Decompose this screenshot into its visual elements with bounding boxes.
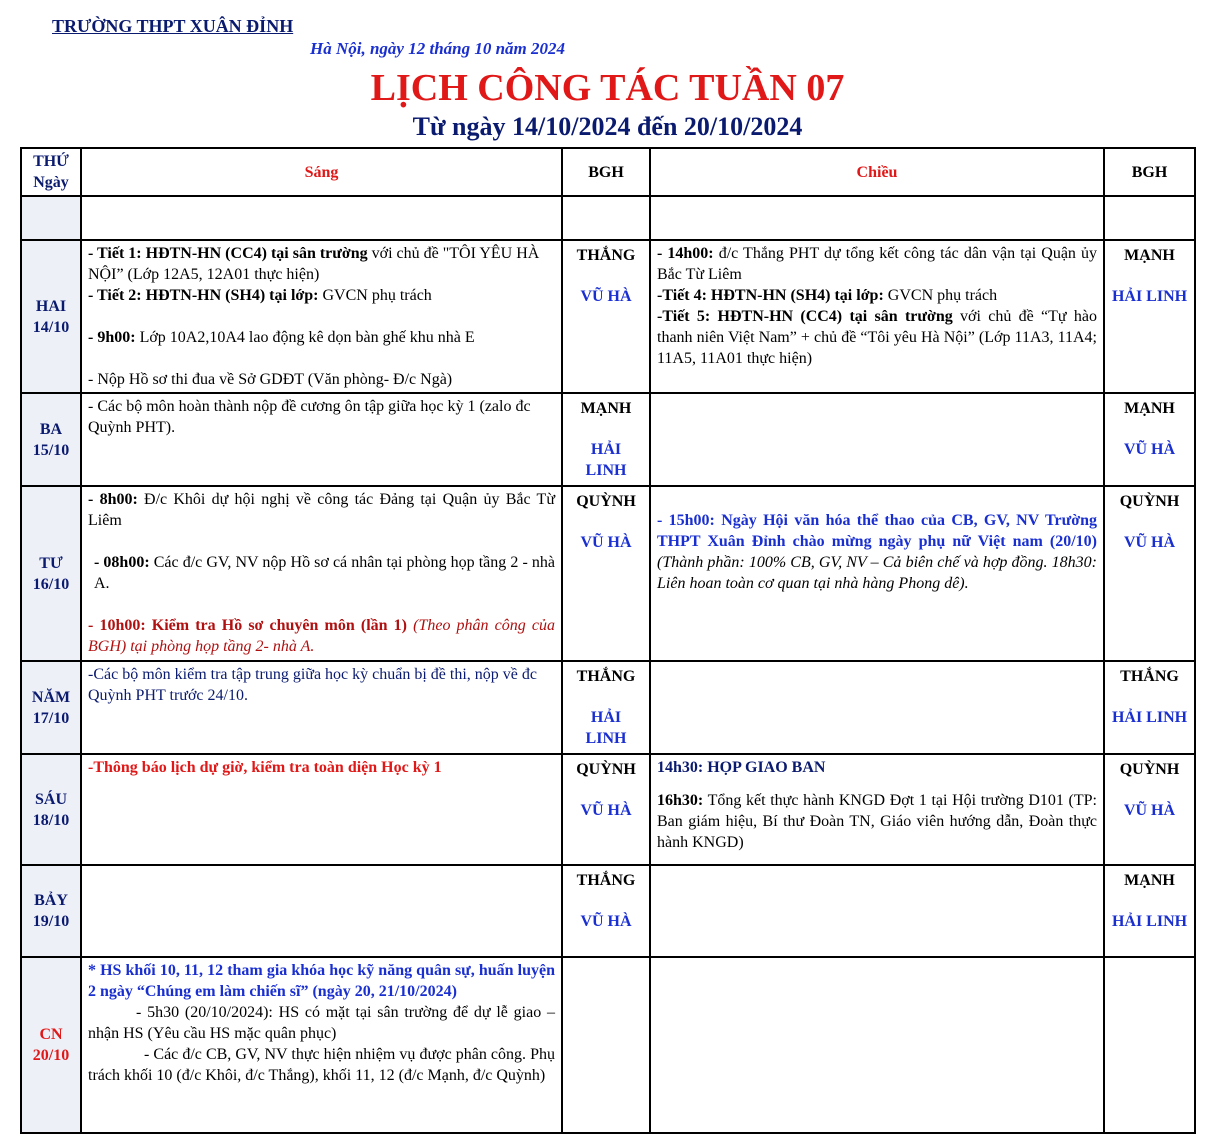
- bgh-afternoon-cell: THẮNG HẢI LINH: [1104, 661, 1195, 754]
- header-row: [21, 148, 1195, 196]
- afternoon-cell: [650, 957, 1104, 1133]
- bgh-afternoon-cell: MẠNH HẢI LINH: [1104, 865, 1195, 957]
- bgh-morning-cell: QUỲNH VŨ HÀ: [562, 486, 650, 661]
- page-title: LỊCH CÔNG TÁC TUẦN 07: [370, 67, 845, 109]
- day-cell: BẢY 19/10: [21, 865, 81, 957]
- bgh-morning-cell: THẮNG VŨ HÀ: [562, 865, 650, 957]
- afternoon-cell: [650, 393, 1104, 486]
- day-cell: TƯ 16/10: [21, 486, 81, 661]
- school-name: TRƯỜNG THPT XUÂN ĐỈNH: [52, 16, 294, 36]
- table-row: [21, 486, 1195, 661]
- header-bgh-afternoon: BGH: [1104, 148, 1195, 196]
- afternoon-cell: 14h30: HỌP GIAO BAN 16h30: Tổng kết thực hành KNGD Đợt 1 tại Hội trường D101 (TP: Ban giám hiệu, Bí thư Đoàn TN, Giáo viên hướng dẫn, Đoàn thực hành KNGD): [650, 754, 1104, 865]
- afternoon-cell: - 15h00: Ngày Hội văn hóa thể thao của CB, GV, NV Trường THPT Xuân Đỉnh chào mừng ngày phụ nữ Việt nam (20/10) (Thành phần: 100% CB, GV, NV – Cả biên chế và hợp đồng. 18h30: Liên hoan toàn cơ quan tại nhà hàng Phong dê).: [650, 486, 1104, 661]
- morning-cell: [81, 865, 562, 957]
- header-chieu: Chiều: [650, 148, 1104, 196]
- table-row: [21, 957, 1195, 1133]
- header-day: THỨ Ngày: [21, 148, 81, 196]
- day-cell: SÁU 18/10: [21, 754, 81, 865]
- bgh-morning-cell: THẮNG VŨ HÀ: [562, 240, 650, 393]
- bgh-morning-cell: THẮNG HẢI LINH: [562, 661, 650, 754]
- morning-cell: -Thông báo lịch dự giờ, kiểm tra toàn diện Học kỳ 1: [81, 754, 562, 865]
- morning-cell: - 8h00: Đ/c Khôi dự hội nghị về công tác Đảng tại Quận ủy Bắc Từ Liêm - 08h00: Các đ/c GV, NV nộp Hồ sơ cá nhân tại phòng họp tầng 2 - nhà A. - 10h00: Kiểm tra Hồ sơ chuyên môn (lần 1) (Theo phân công của BGH) tại phòng họp tầng 2- nhà A.: [81, 486, 562, 661]
- afternoon-cell: - 14h00: đ/c Thắng PHT dự tổng kết công tác dân vận tại Quận ủy Bắc Từ Liêm -Tiết 4: HĐTN-HN (SH4) tại lớp: GVCN phụ trách -Tiết 5: HĐTN-HN (CC4) tại sân trường với chủ đề “Tự hào thanh niên Việt Nam” + chủ đề “Tôi yêu Hà Nội” (Lớp 11A3, 11A4; 11A5, 11A01 thực hiện): [650, 240, 1104, 393]
- day-cell: CN 20/10: [21, 957, 81, 1133]
- page-subtitle: Từ ngày 14/10/2024 đến 20/10/2024: [412, 112, 803, 141]
- bgh-morning-cell: QUỲNH VŨ HÀ: [562, 754, 650, 865]
- spacer-row: [21, 196, 1195, 240]
- document-date: Hà Nội, ngày 12 tháng 10 năm 2024: [310, 39, 566, 58]
- header-sang: Sáng: [81, 148, 562, 196]
- day-cell: HAI 14/10: [21, 240, 81, 393]
- table-row: [21, 240, 1195, 393]
- schedule-table: [20, 147, 1196, 1134]
- afternoon-cell: [650, 661, 1104, 754]
- bgh-morning-cell: MẠNH HẢI LINH: [562, 393, 650, 486]
- morning-cell: * HS khối 10, 11, 12 tham gia khóa học kỹ năng quân sự, huấn luyện 2 ngày “Chúng em làm chiến sĩ” (ngày 20, 21/10/2024) - 5h30 (20/10/2024): HS có mặt tại sân trường để dự lễ giao – nhận HS (Yêu cầu HS mặc quân phục) - Các đ/c CB, GV, NV thực hiện nhiệm vụ được phân công. Phụ trách khối 10 (đ/c Khôi, đ/c Thắng), khối 11, 12 (đ/c Mạnh, đ/c Quỳnh): [81, 957, 562, 1133]
- morning-cell: - Tiết 1: HĐTN-HN (CC4) tại sân trường với chủ đề "TÔI YÊU HÀ NỘI” (Lớp 12A5, 12A01 thực hiện) - Tiết 2: HĐTN-HN (SH4) tại lớp: GVCN phụ trách - 9h00: Lớp 10A2,10A4 lao động kê dọn bàn ghế khu nhà E - Nộp Hồ sơ thi đua về Sở GDĐT (Văn phòng- Đ/c Ngà): [81, 240, 562, 393]
- bgh-morning-cell: [562, 957, 650, 1133]
- morning-cell: - Các bộ môn hoàn thành nộp đề cương ôn tập giữa học kỳ 1 (zalo đc Quỳnh PHT).: [81, 393, 562, 486]
- bgh-afternoon-cell: QUỲNH VŨ HÀ: [1104, 754, 1195, 865]
- table-row: [21, 865, 1195, 957]
- day-cell: BA 15/10: [21, 393, 81, 486]
- morning-cell: -Các bộ môn kiểm tra tập trung giữa học kỳ chuẩn bị đề thi, nộp về đc Quỳnh PHT trước 24/10.: [81, 661, 562, 754]
- bgh-afternoon-cell: [1104, 957, 1195, 1133]
- bgh-afternoon-cell: MẠNH VŨ HÀ: [1104, 393, 1195, 486]
- header-bgh-morning: BGH: [562, 148, 650, 196]
- bgh-afternoon-cell: QUỲNH VŨ HÀ: [1104, 486, 1195, 661]
- afternoon-cell: [650, 865, 1104, 957]
- bgh-afternoon-cell: MẠNH HẢI LINH: [1104, 240, 1195, 393]
- table-row: [21, 754, 1195, 865]
- table-row: [21, 393, 1195, 486]
- day-cell: NĂM 17/10: [21, 661, 81, 754]
- table-row: [21, 661, 1195, 754]
